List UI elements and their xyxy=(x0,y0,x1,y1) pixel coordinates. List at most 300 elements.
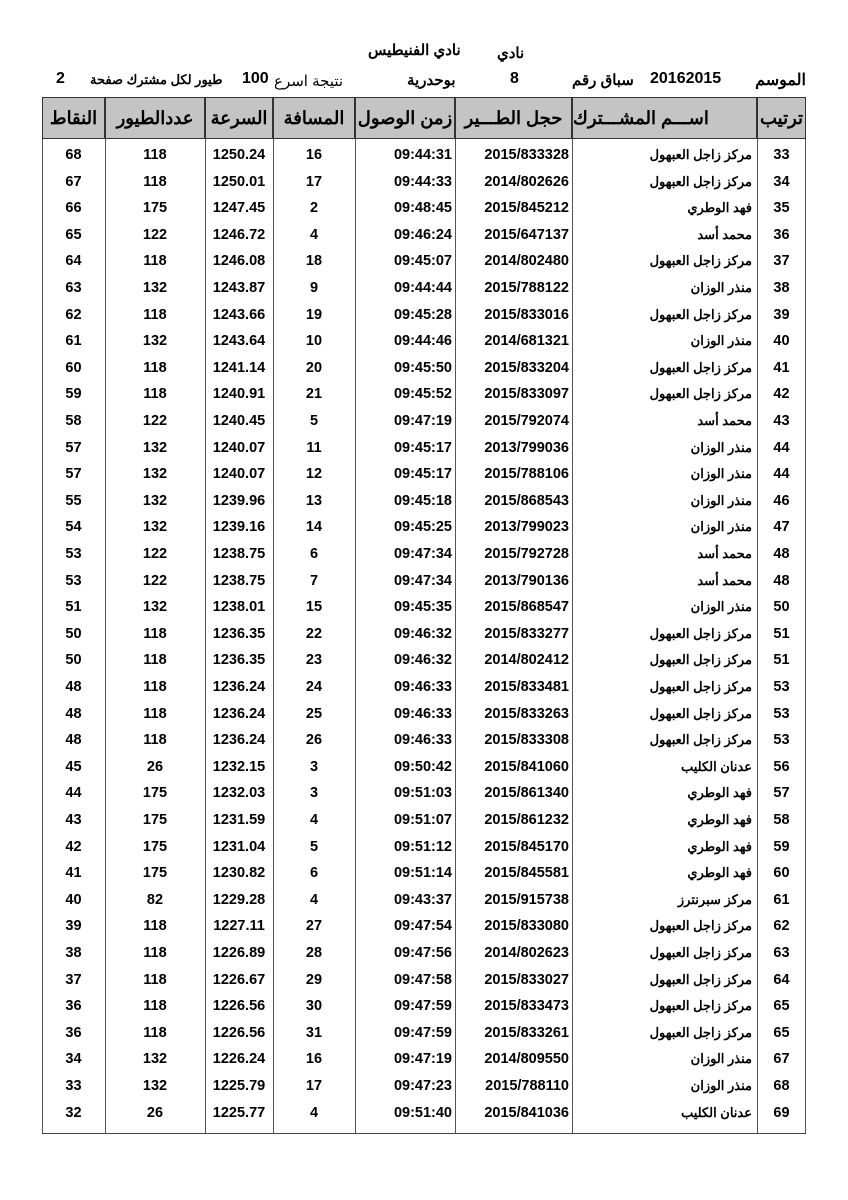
participant-cell: فهد الوطري xyxy=(687,865,752,881)
participant-cell: مركز زاجل العبهول xyxy=(649,652,752,668)
speed-cell: 1250.24 xyxy=(212,147,266,163)
points-cell: 36 xyxy=(65,998,82,1015)
participant-cell: فهد الوطري xyxy=(687,812,752,827)
season-value: 20162015 xyxy=(650,70,722,87)
fastest-label: نتيجة اسرع xyxy=(274,73,344,90)
birds-cell: 132 xyxy=(142,439,168,456)
speed-cell: 1243.87 xyxy=(212,280,266,296)
speed-cell: 1238.75 xyxy=(212,572,266,589)
speed-cell: 1226.24 xyxy=(212,1051,266,1068)
rank-cell: 69 xyxy=(773,1104,790,1121)
arrival-cell: 09:46:33 xyxy=(393,705,452,722)
distance-cell: 31 xyxy=(305,1024,323,1041)
table-row xyxy=(42,993,806,1019)
rank-cell: 65 xyxy=(773,998,790,1015)
table-row xyxy=(42,461,806,487)
participant-cell: مركز زاجل العبهول xyxy=(649,705,752,721)
rank-cell: 43 xyxy=(773,413,790,429)
ring-cell: 2015/833481 xyxy=(484,679,569,695)
column-header-points: النقاط xyxy=(42,97,105,139)
participant-cell: مركز زاجل العبهول xyxy=(649,625,752,641)
birds-cell: 118 xyxy=(143,625,167,642)
arrival-cell: 09:47:34 xyxy=(393,546,452,562)
distance-cell: 7 xyxy=(309,572,319,589)
table-row xyxy=(42,169,806,195)
arrival-cell: 09:48:45 xyxy=(393,200,452,217)
table-row xyxy=(42,727,806,753)
speed-cell: 1225.77 xyxy=(212,1104,266,1121)
birds-cell: 132 xyxy=(142,333,168,350)
participant-cell: مركز زاجل العبهول xyxy=(649,998,752,1014)
rank-cell: 67 xyxy=(773,1051,790,1068)
distance-cell: 4 xyxy=(309,226,319,243)
table-row xyxy=(42,302,806,328)
table-row xyxy=(42,568,806,594)
distance-cell: 23 xyxy=(305,652,323,669)
points-cell: 57 xyxy=(65,439,82,456)
points-cell: 67 xyxy=(65,173,82,190)
arrival-cell: 09:46:32 xyxy=(393,652,452,669)
rank-cell: 35 xyxy=(773,200,790,217)
distance-cell: 4 xyxy=(309,812,319,828)
distance-cell: 29 xyxy=(305,971,323,988)
column-header-rank: ترتيب xyxy=(757,97,806,139)
participant-cell: محمد أسد xyxy=(697,572,752,588)
table-row xyxy=(42,940,806,966)
arrival-cell: 09:45:25 xyxy=(393,519,452,536)
birds-cell: 175 xyxy=(142,200,168,217)
race-location: بوحدرية xyxy=(407,72,456,89)
arrival-cell: 09:45:18 xyxy=(393,492,452,509)
race-label: سباق رقم xyxy=(572,72,634,89)
distance-cell: 17 xyxy=(305,173,323,190)
speed-cell: 1236.24 xyxy=(212,705,266,722)
birds-cell: 175 xyxy=(142,812,168,828)
arrival-cell: 09:45:28 xyxy=(393,306,452,323)
table-row xyxy=(42,355,806,381)
participant-cell: مركز زاجل العبهول xyxy=(649,945,752,960)
ring-cell: 2013/799023 xyxy=(484,519,569,536)
ring-cell: 2014/802480 xyxy=(484,253,569,270)
arrival-cell: 09:51:12 xyxy=(393,838,452,855)
table-row xyxy=(42,408,806,434)
table-row xyxy=(42,1073,806,1099)
table-row xyxy=(42,754,806,780)
rank-cell: 48 xyxy=(773,546,790,562)
arrival-cell: 09:45:17 xyxy=(393,466,452,483)
birds-cell: 132 xyxy=(142,519,168,536)
distance-cell: 28 xyxy=(305,945,323,961)
speed-cell: 1239.16 xyxy=(212,519,266,536)
birds-cell: 118 xyxy=(143,253,167,270)
points-cell: 54 xyxy=(65,519,82,536)
distance-cell: 22 xyxy=(305,625,323,642)
distance-cell: 6 xyxy=(309,865,319,882)
points-cell: 48 xyxy=(65,732,82,749)
participant-cell: منذر الوزان xyxy=(690,1078,752,1093)
points-cell: 59 xyxy=(65,386,82,403)
participant-cell: محمد أسد xyxy=(697,413,752,428)
ring-cell: 2015/845581 xyxy=(484,865,569,882)
points-cell: 37 xyxy=(65,971,82,988)
table-row xyxy=(42,275,806,301)
arrival-cell: 09:47:58 xyxy=(393,971,452,988)
distance-cell: 24 xyxy=(305,679,323,695)
birds-cell: 118 xyxy=(143,173,167,190)
birds-cell: 26 xyxy=(146,1104,164,1121)
participant-cell: منذر الوزان xyxy=(690,519,752,535)
column-header-distance: المسافة xyxy=(273,97,355,139)
participant-cell: محمد أسد xyxy=(697,546,752,561)
rank-cell: 50 xyxy=(773,599,790,616)
points-cell: 48 xyxy=(65,705,82,722)
points-cell: 66 xyxy=(65,200,82,217)
arrival-cell: 09:51:40 xyxy=(393,1104,452,1121)
table-row xyxy=(42,514,806,540)
table-row xyxy=(42,860,806,886)
rank-cell: 58 xyxy=(773,812,790,828)
ring-cell: 2015/792074 xyxy=(484,413,569,429)
speed-cell: 1240.07 xyxy=(212,466,266,483)
distance-cell: 15 xyxy=(305,599,323,616)
fastest-count: 100 xyxy=(242,70,269,87)
table-row xyxy=(42,1046,806,1072)
rank-cell: 37 xyxy=(773,253,790,270)
points-cell: 50 xyxy=(65,625,82,642)
speed-cell: 1226.67 xyxy=(212,971,266,988)
ring-cell: 2015/868543 xyxy=(484,492,569,509)
participant-cell: عدنان الكليب xyxy=(680,1104,752,1120)
table-row xyxy=(42,142,806,168)
rank-cell: 53 xyxy=(773,732,790,749)
table-row xyxy=(42,674,806,700)
birds-cell: 132 xyxy=(142,1051,168,1068)
race-number: 8 xyxy=(510,70,519,87)
birds-cell: 118 xyxy=(143,679,167,695)
ring-cell: 2015/841036 xyxy=(484,1104,569,1121)
ring-cell: 2014/681321 xyxy=(484,333,569,350)
distance-cell: 16 xyxy=(305,1051,323,1068)
birds-cell: 175 xyxy=(142,838,168,855)
club-label: نادي xyxy=(497,45,525,62)
table-row xyxy=(42,248,806,274)
arrival-cell: 09:46:33 xyxy=(393,732,452,749)
ring-cell: 2015/833097 xyxy=(484,386,569,403)
ring-cell: 2015/915738 xyxy=(484,891,569,908)
points-cell: 34 xyxy=(65,1051,82,1068)
rank-cell: 47 xyxy=(773,519,790,536)
points-cell: 68 xyxy=(65,147,82,163)
ring-cell: 2015/868547 xyxy=(484,599,569,616)
speed-cell: 1230.82 xyxy=(212,865,266,882)
participant-cell: مركز زاجل العبهول xyxy=(649,253,752,269)
birds-cell: 132 xyxy=(142,1078,168,1094)
arrival-cell: 09:51:07 xyxy=(393,812,452,828)
speed-cell: 1243.66 xyxy=(212,306,266,323)
speed-cell: 1240.45 xyxy=(212,413,266,429)
table-row xyxy=(42,913,806,939)
birds-cell: 118 xyxy=(143,705,167,722)
per-participant-label: طيور لكل مشترك صفحة xyxy=(90,72,223,87)
ring-cell: 2013/790136 xyxy=(484,572,569,589)
table-row xyxy=(42,594,806,620)
points-cell: 39 xyxy=(65,918,82,935)
arrival-cell: 09:44:31 xyxy=(393,147,452,163)
points-cell: 44 xyxy=(65,785,82,802)
ring-cell: 2015/647137 xyxy=(484,226,569,243)
arrival-cell: 09:44:44 xyxy=(393,280,452,296)
ring-cell: 2015/788110 xyxy=(485,1078,569,1094)
participant-cell: فهد الوطري xyxy=(687,785,752,801)
table-row xyxy=(42,807,806,833)
distance-cell: 25 xyxy=(305,705,323,722)
table-row xyxy=(42,780,806,806)
arrival-cell: 09:51:14 xyxy=(393,865,452,882)
distance-cell: 18 xyxy=(305,253,323,270)
ring-cell: 2015/861232 xyxy=(484,812,569,828)
column-header-speed: السرعة xyxy=(205,97,273,139)
birds-cell: 118 xyxy=(143,652,167,669)
points-cell: 57 xyxy=(65,466,82,483)
rank-cell: 46 xyxy=(773,492,790,509)
distance-cell: 27 xyxy=(305,918,323,935)
speed-cell: 1238.01 xyxy=(212,599,266,616)
birds-cell: 175 xyxy=(142,865,168,882)
arrival-cell: 09:44:46 xyxy=(393,333,452,350)
participant-cell: مركز زاجل العبهول xyxy=(649,918,752,934)
ring-cell: 2015/788122 xyxy=(484,280,569,296)
arrival-cell: 09:47:19 xyxy=(393,1051,452,1068)
speed-cell: 1236.24 xyxy=(212,679,266,695)
speed-cell: 1236.35 xyxy=(212,625,266,642)
participant-cell: مركز زاجل العبهول xyxy=(649,1024,752,1040)
distance-cell: 5 xyxy=(309,838,319,855)
rank-cell: 51 xyxy=(773,625,790,642)
speed-cell: 1236.24 xyxy=(212,732,266,749)
season-label: الموسم xyxy=(755,72,806,89)
distance-cell: 11 xyxy=(306,439,322,456)
birds-cell: 118 xyxy=(143,945,167,961)
rank-cell: 61 xyxy=(773,891,790,908)
arrival-cell: 09:47:19 xyxy=(393,413,452,429)
speed-cell: 1238.75 xyxy=(212,546,266,562)
points-cell: 63 xyxy=(65,280,82,296)
participant-cell: محمد أسد xyxy=(697,226,752,242)
points-cell: 38 xyxy=(65,945,82,961)
speed-cell: 1229.28 xyxy=(212,891,266,908)
speed-cell: 1250.01 xyxy=(212,173,266,190)
arrival-cell: 09:44:33 xyxy=(393,173,452,190)
table-row xyxy=(42,381,806,407)
points-cell: 33 xyxy=(65,1078,82,1094)
points-cell: 55 xyxy=(65,492,82,509)
column-header-participant: اســـم المشـــترك xyxy=(572,97,757,139)
points-cell: 62 xyxy=(65,306,82,323)
speed-cell: 1231.04 xyxy=(212,838,266,855)
participant-cell: مركز زاجل العبهول xyxy=(649,679,752,694)
distance-cell: 12 xyxy=(305,466,323,483)
column-header-ring: حجل الطـــير xyxy=(455,97,572,139)
birds-cell: 132 xyxy=(142,280,168,296)
distance-cell: 14 xyxy=(305,519,323,536)
birds-cell: 118 xyxy=(143,386,167,403)
rank-cell: 36 xyxy=(773,226,790,243)
rank-cell: 41 xyxy=(773,359,790,376)
arrival-cell: 09:46:33 xyxy=(393,679,452,695)
column-header-birds: عددالطيور xyxy=(105,97,205,139)
ring-cell: 2015/833473 xyxy=(484,998,569,1015)
points-cell: 53 xyxy=(65,546,82,562)
table-row xyxy=(42,621,806,647)
ring-cell: 2014/802623 xyxy=(484,945,569,961)
speed-cell: 1243.64 xyxy=(212,333,266,350)
participant-cell: مركز زاجل العبهول xyxy=(649,147,752,162)
rank-cell: 40 xyxy=(773,333,790,350)
points-cell: 58 xyxy=(65,413,82,429)
ring-cell: 2015/792728 xyxy=(484,546,569,562)
participant-cell: مركز زاجل العبهول xyxy=(649,173,752,189)
arrival-cell: 09:45:17 xyxy=(393,439,452,456)
speed-cell: 1239.96 xyxy=(212,492,266,509)
points-cell: 32 xyxy=(65,1104,82,1121)
rank-cell: 34 xyxy=(773,173,790,190)
distance-cell: 30 xyxy=(305,998,323,1015)
ring-cell: 2015/845212 xyxy=(484,200,569,217)
rank-cell: 38 xyxy=(773,280,790,296)
birds-cell: 118 xyxy=(143,306,167,323)
ring-cell: 2015/833080 xyxy=(484,918,569,935)
table-row xyxy=(42,435,806,461)
ring-cell: 2015/833263 xyxy=(484,705,569,722)
birds-cell: 132 xyxy=(142,466,168,483)
arrival-cell: 09:45:52 xyxy=(393,386,452,403)
participant-cell: مركز زاجل العبهول xyxy=(649,971,752,987)
speed-cell: 1232.03 xyxy=(212,785,266,802)
distance-cell: 26 xyxy=(305,732,323,749)
participant-cell: منذر الوزان xyxy=(690,466,752,482)
arrival-cell: 09:43:37 xyxy=(393,891,452,908)
arrival-cell: 09:45:35 xyxy=(393,599,452,616)
speed-cell: 1236.35 xyxy=(212,652,266,669)
table-row xyxy=(42,222,806,248)
points-cell: 53 xyxy=(65,572,82,589)
participant-cell: منذر الوزان xyxy=(690,599,752,615)
arrival-cell: 09:45:07 xyxy=(393,253,452,270)
table-row xyxy=(42,647,806,673)
distance-cell: 20 xyxy=(305,359,323,376)
speed-cell: 1240.91 xyxy=(212,386,266,403)
distance-cell: 6 xyxy=(309,546,319,562)
birds-cell: 132 xyxy=(142,492,168,509)
speed-cell: 1247.45 xyxy=(212,200,266,217)
birds-cell: 122 xyxy=(142,572,168,589)
participant-cell: مركز زاجل العبهول xyxy=(649,386,752,402)
ring-cell: 2014/802412 xyxy=(484,652,569,669)
rank-cell: 62 xyxy=(773,918,790,935)
table-row xyxy=(42,1100,806,1126)
results-table xyxy=(42,97,806,1134)
distance-cell: 3 xyxy=(309,785,319,802)
participant-cell: مركز زاجل العبهول xyxy=(649,359,752,375)
points-cell: 61 xyxy=(65,333,82,350)
arrival-cell: 09:47:59 xyxy=(393,1024,452,1041)
participant-cell: منذر الوزان xyxy=(690,439,752,455)
rank-cell: 33 xyxy=(773,147,790,163)
ring-cell: 2014/802626 xyxy=(484,173,569,190)
ring-cell: 2015/833016 xyxy=(484,306,569,323)
participant-cell: فهد الوطري xyxy=(687,838,752,854)
birds-cell: 122 xyxy=(142,413,168,429)
distance-cell: 2 xyxy=(309,200,319,217)
ring-cell: 2015/845170 xyxy=(484,838,569,855)
distance-cell: 3 xyxy=(309,758,319,775)
points-cell: 60 xyxy=(65,359,82,376)
rank-cell: 63 xyxy=(773,945,790,961)
participant-cell: منذر الوزان xyxy=(690,1051,752,1067)
participant-cell: مركز زاجل العبهول xyxy=(649,306,752,322)
distance-cell: 21 xyxy=(305,386,323,403)
speed-cell: 1246.72 xyxy=(212,226,266,243)
distance-cell: 19 xyxy=(305,306,323,323)
ring-cell: 2015/833261 xyxy=(484,1024,569,1041)
arrival-cell: 09:47:23 xyxy=(393,1078,452,1094)
birds-cell: 26 xyxy=(146,758,164,775)
club-name: نادي الفنيطيس xyxy=(368,42,461,59)
speed-cell: 1226.56 xyxy=(212,998,266,1015)
participant-cell: منذر الوزان xyxy=(690,333,752,349)
ring-cell: 2015/833308 xyxy=(484,732,569,749)
birds-cell: 118 xyxy=(143,147,167,163)
table-row xyxy=(42,887,806,913)
arrival-cell: 09:51:03 xyxy=(393,785,452,802)
speed-cell: 1225.79 xyxy=(212,1078,266,1094)
ring-cell: 2015/841060 xyxy=(484,758,569,775)
table-row xyxy=(42,541,806,567)
rank-cell: 65 xyxy=(773,1024,790,1041)
rank-cell: 53 xyxy=(773,705,790,722)
ring-cell: 2013/799036 xyxy=(484,439,569,456)
points-cell: 45 xyxy=(65,758,82,775)
arrival-cell: 09:46:32 xyxy=(393,625,452,642)
rank-cell: 59 xyxy=(773,838,790,855)
rank-cell: 39 xyxy=(773,306,790,323)
ring-cell: 2015/833328 xyxy=(484,147,569,163)
points-cell: 64 xyxy=(65,253,82,270)
birds-cell: 118 xyxy=(143,359,167,376)
distance-cell: 9 xyxy=(309,280,319,296)
table-row xyxy=(42,967,806,993)
points-cell: 65 xyxy=(65,226,82,243)
ring-cell: 2015/833027 xyxy=(484,971,569,988)
rank-cell: 68 xyxy=(773,1078,790,1094)
birds-cell: 122 xyxy=(142,226,168,243)
table-row xyxy=(42,328,806,354)
speed-cell: 1241.14 xyxy=(212,359,266,376)
birds-cell: 118 xyxy=(143,1024,167,1041)
table-row xyxy=(42,195,806,221)
speed-cell: 1231.59 xyxy=(212,812,266,828)
distance-cell: 17 xyxy=(305,1078,323,1094)
arrival-cell: 09:50:42 xyxy=(393,758,452,775)
speed-cell: 1232.15 xyxy=(212,758,266,775)
arrival-cell: 09:47:54 xyxy=(393,918,452,935)
birds-cell: 118 xyxy=(143,918,167,935)
birds-cell: 118 xyxy=(143,998,167,1015)
speed-cell: 1226.56 xyxy=(212,1024,266,1041)
points-cell: 48 xyxy=(65,679,82,695)
points-cell: 50 xyxy=(65,652,82,669)
distance-cell: 13 xyxy=(305,492,323,509)
